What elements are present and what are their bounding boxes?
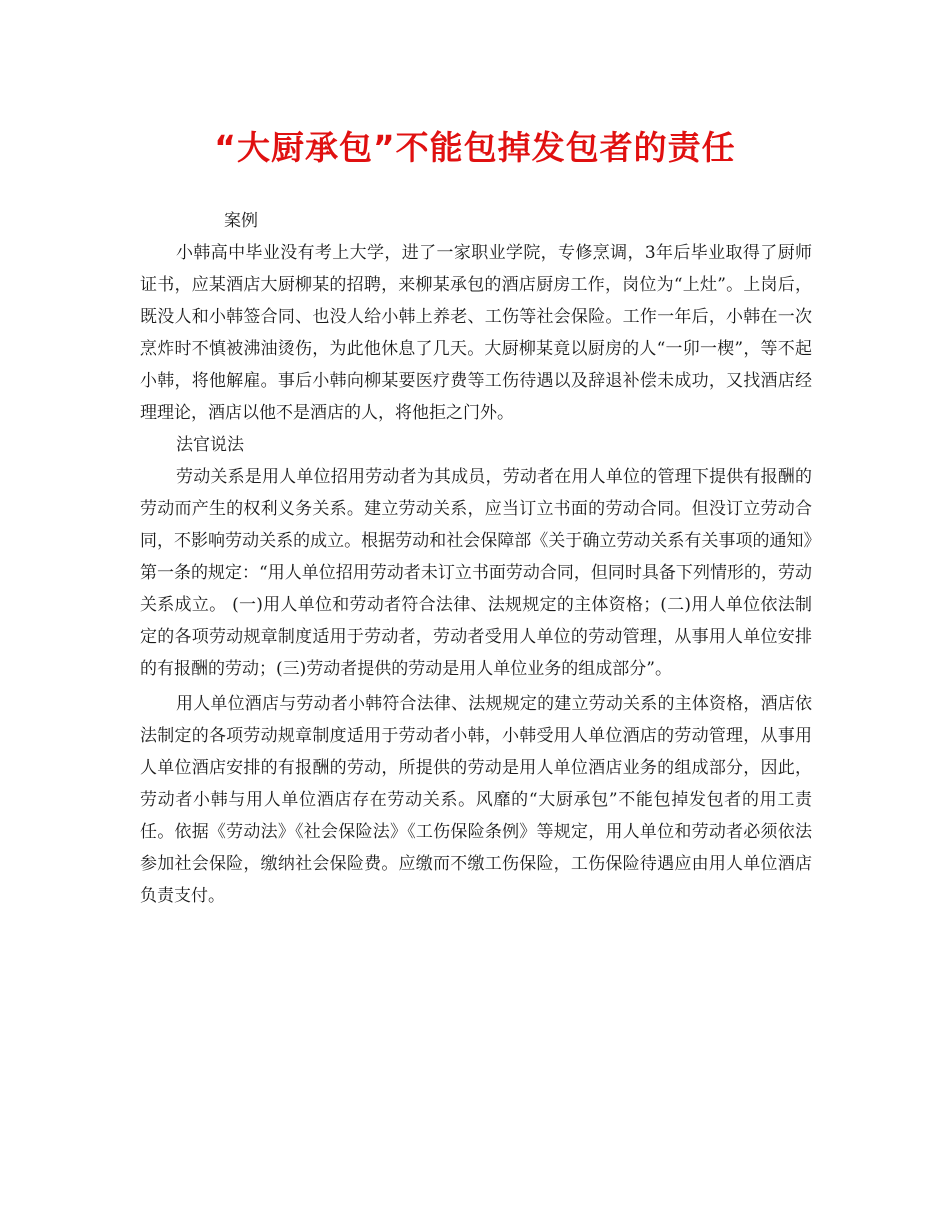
document-title: “大厨承包”不能包掉发包者的责任 (214, 128, 736, 167)
case-heading: 案例 (224, 211, 258, 231)
judge-paragraph-2: 用人单位酒店与劳动者小韩符合法律、法规规定的建立劳动关系的主体资格，酒店依法制定的各项劳动规章制度适用于劳动者小韩，小韩受用人单位酒店的劳动管理，从事用人单位酒店安排的有报酬的劳动，所提供的劳动是用人单位酒店业务的组成部分，因此，劳动者小韩与用人单位酒店存在劳动关系。风靡的“大厨承包”不能包掉发包者的用工责任。依据《劳动法》《社会保险法》《工伤保险条例》等规定，用人单位和劳动者必须依法参加社会保险，缴纳社会保险费。应缴而不缴工伤保险，工伤保险待遇应由用人单位酒店负责支付。 (140, 694, 812, 906)
judge-heading: 法官说法 (176, 435, 244, 455)
judge-paragraph-1: 劳动关系是用人单位招用劳动者为其成员，劳动者在用人单位的管理下提供有报酬的劳动而产生的权利义务关系。建立劳动关系，应当订立书面的劳动合同。但没订立劳动合同，不影响劳动关系的成立。根据劳动和社会保障部《关于确立劳动关系有关事项的通知》第一条的规定：“用人单位招用劳动者未订立书面劳动合同，但同时具备下列情形的，劳动关系成立。 (一)用人单位和劳动者符合法律、法规规定的主体资格；(二)用人单位依法制定的各项劳动规章制度适用于劳动者，劳动者受用人单位的劳动管理，从事用人单位安排的有报酬的劳动；(三)劳动者提供的劳动是用人单位业务的组成部分”。 (140, 467, 812, 679)
document-body (140, 205, 812, 912)
case-paragraph: 小韩高中毕业没有考上大学，进了一家职业学院，专修烹调，3年后毕业取得了厨师证书，应某酒店大厨柳某的招聘，来柳某承包的酒店厨房工作，岗位为“上灶”。上岗后，既没人和小韩签合同、也没人给小韩上养老、工伤等社会保险。工作一年后，小韩在一次烹炸时不慎被沸油烫伤，为此他休息了几天。大厨柳某竟以厨房的人“一卯一楔”，等不起小韩，将他解雇。事后小韩向柳某要医疗费等工伤待遇以及辞退补偿未成功，又找酒店经理理论，酒店以他不是酒店的人，将他拒之门外。 (140, 243, 812, 423)
